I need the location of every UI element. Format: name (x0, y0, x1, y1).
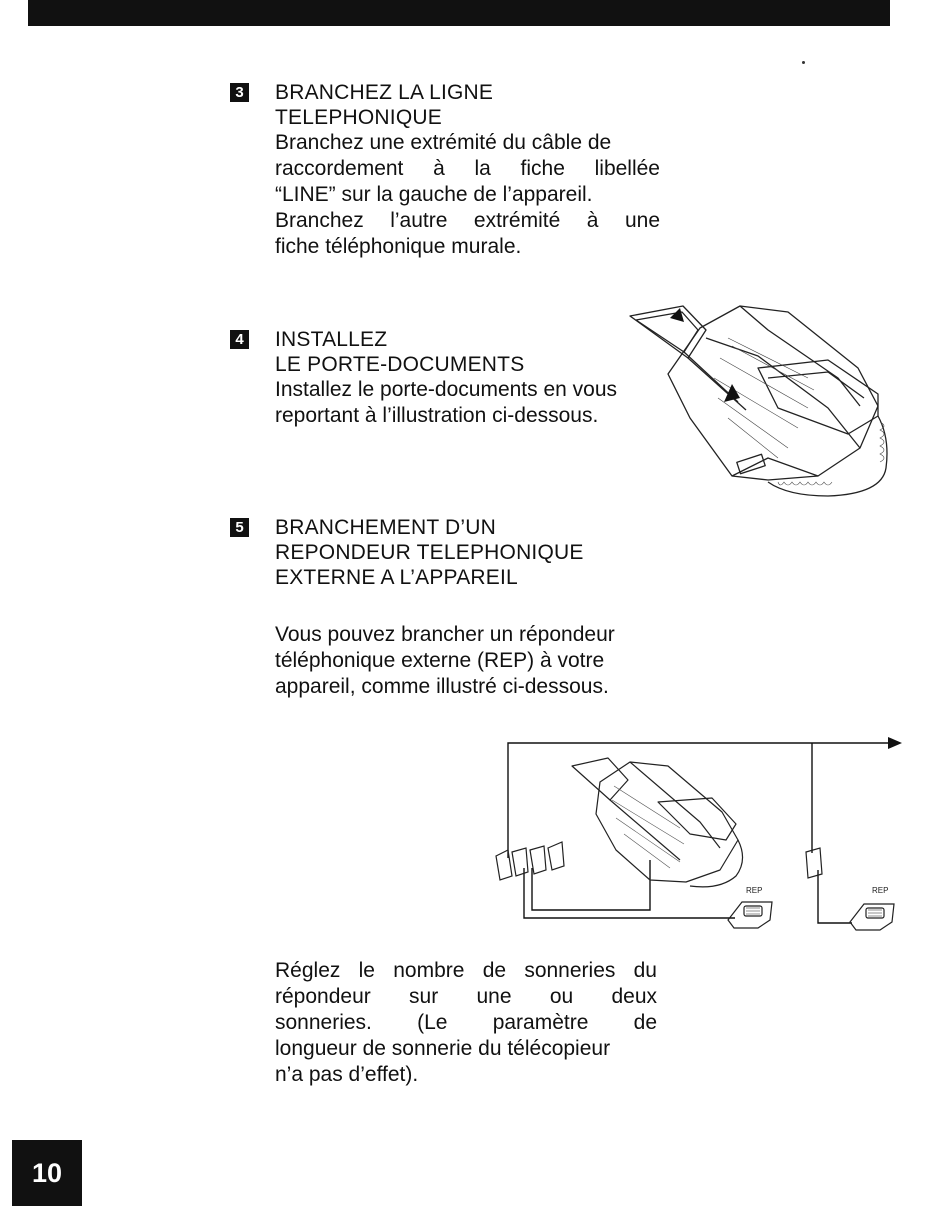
step-5-body-line-1: Vous pouvez brancher un répondeur (275, 623, 615, 646)
answering-machine-left-icon (728, 902, 772, 928)
step-3-title (275, 80, 660, 130)
step-5-title (275, 515, 660, 590)
step-4-title-line-1: INSTALLEZ (275, 328, 388, 351)
answering-machine-connection-diagram (490, 730, 905, 940)
line-arrow-icon (888, 737, 902, 749)
rep-label-left: REP (746, 886, 763, 895)
answering-machine-right-icon (850, 904, 894, 930)
step-5 (230, 515, 660, 700)
step-3-body-line-1: Branchez une extrémité du câble de (275, 131, 612, 154)
step-4-title (275, 327, 660, 377)
step-4-body-line-1: Installez le porte-documents en vous (275, 378, 618, 401)
rep-label-right: REP (872, 886, 889, 895)
fax-document-holder-illustration (628, 298, 896, 508)
step-4-title-line-2: LE PORTE-DOCUMENTS (275, 353, 525, 376)
step-4-number-badge: 4 (230, 330, 249, 349)
step-5-number-badge: 5 (230, 518, 249, 537)
step-4 (230, 327, 660, 429)
ring-note-line-2: répondeur sur une ou deux (275, 985, 657, 1008)
top-header-bar (28, 0, 890, 26)
step-4-body (275, 377, 660, 429)
ring-note-line-3: sonneries. (Le paramètre de (275, 1011, 657, 1034)
step-3-number-badge: 3 (230, 83, 249, 102)
step-3-body-line-4: Branchez l’autre extrémité à une (275, 209, 660, 232)
scan-speck (802, 61, 805, 64)
step-3-title-line-2: TELEPHONIQUE (275, 106, 442, 129)
page-number: 10 (12, 1140, 82, 1206)
ring-note-line-5: n’a pas d’effet). (275, 1063, 419, 1086)
ring-note-line-1: Réglez le nombre de sonneries du (275, 959, 657, 982)
step-5-body (275, 622, 660, 700)
ring-setting-note (275, 958, 657, 1088)
step-5-title-line-3: EXTERNE A L’APPAREIL (275, 566, 518, 589)
step-5-title-line-1: BRANCHEMENT D’UN (275, 516, 496, 539)
step-4-body-line-2: reportant à l’illustration ci-dessous. (275, 404, 599, 427)
step-3-body-line-2: raccordement à la fiche libellée (275, 157, 660, 180)
step-5-body-line-2: téléphonique externe (REP) à votre (275, 649, 605, 672)
step-3-body-line-5: fiche téléphonique murale. (275, 235, 522, 258)
step-3-body-line-3: “LINE” sur la gauche de l’appareil. (275, 183, 593, 206)
step-3-title-line-1: BRANCHEZ LA LIGNE (275, 81, 494, 104)
step-5-body-line-3: appareil, comme illustré ci-dessous. (275, 675, 609, 698)
step-5-title-line-2: REPONDEUR TELEPHONIQUE (275, 541, 584, 564)
step-3-body (275, 130, 660, 260)
ring-note-line-4: longueur de sonnerie du télécopieur (275, 1037, 611, 1060)
step-3 (230, 80, 660, 260)
